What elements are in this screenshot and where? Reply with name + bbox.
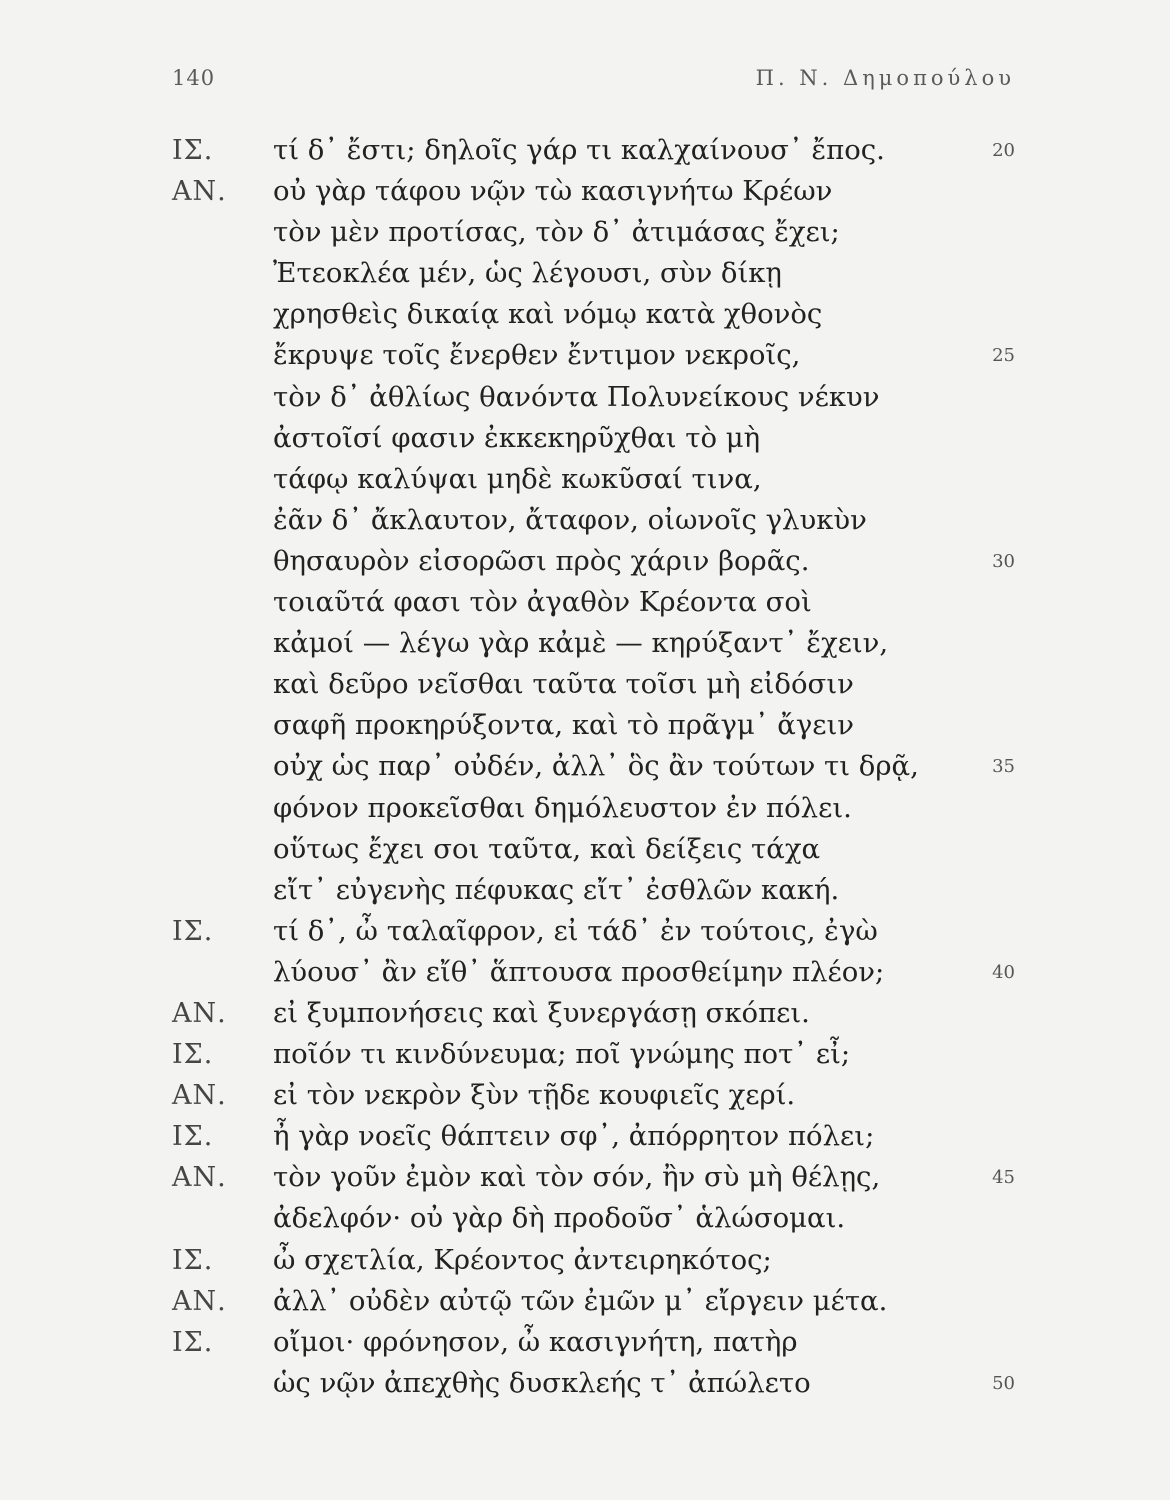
speaker-label: ΑΝ. <box>172 1080 227 1112</box>
verse-text: ἦ γὰρ νοεῖς θάπτειν σφ᾽, ἀπόρρητον πόλει; <box>273 1120 875 1153</box>
verse-line <box>0 746 1170 787</box>
verse-text: τὸν μὲν προτίσας, τὸν δ᾽ ἀτιμάσας ἔχει; <box>273 216 840 249</box>
line-number: 45 <box>992 1167 1015 1189</box>
line-number: 50 <box>992 1372 1015 1394</box>
speaker-label: ΑΝ. <box>172 176 227 208</box>
verse-text: τάφῳ καλύψαι μηδὲ κωκῦσαί τινα, <box>273 462 762 495</box>
line-number: 30 <box>992 550 1015 572</box>
speaker-label: ΙΣ. <box>172 915 214 947</box>
verse-text: οὕτως ἔχει σοι ταῦτα, καὶ δείξεις τάχα <box>273 832 821 865</box>
line-number: 25 <box>992 345 1015 367</box>
verse-line <box>0 1157 1170 1198</box>
verse-text: ἐᾶν δ᾽ ἄκλαυτον, ἄταφον, οἰωνοῖς γλυκὺν <box>273 503 867 536</box>
verse-text: τὸν δ᾽ ἀθλίως θανόντα Πολυνείκους νέκυν <box>273 380 880 413</box>
speaker-label: ΙΣ. <box>172 135 214 166</box>
speaker-label: ΙΣ. <box>172 1121 214 1153</box>
verse-line <box>0 582 1170 623</box>
page-number: 140 <box>172 66 216 90</box>
speaker-label: ΙΣ. <box>172 1039 214 1071</box>
verse-text: εἰ τὸν νεκρὸν ξὺν τῇδε κουφιεῖς χερί. <box>273 1079 796 1112</box>
verse-text: ὦ σχετλία, Κρέοντος ἀντειρηκότος; <box>273 1243 772 1276</box>
verse-text: ἀστοῖσί φασιν ἐκκεκηρῦχθαι τὸ μὴ <box>273 421 761 454</box>
verse-line <box>0 377 1170 418</box>
verse-line <box>0 418 1170 459</box>
verse-text: θησαυρὸν εἰσορῶσι πρὸς χάριν βορᾶς. <box>273 544 810 577</box>
verse-text: τὸν γοῦν ἐμὸν καὶ τὸν σόν, ἢν σὺ μὴ θέλῃς, <box>273 1161 881 1194</box>
verse-line <box>0 1322 1170 1363</box>
verse-line <box>0 911 1170 952</box>
verse-line <box>0 1198 1170 1239</box>
verse-text: ὡς νῷν ἀπεχθὴς δυσκλεής τ᾽ ἀπώλετο <box>273 1366 811 1399</box>
verse-line <box>0 623 1170 664</box>
verse-text: τί δ᾽, ὦ ταλαῖφρον, εἰ τάδ᾽ ἐν τούτοις, ἐγὼ <box>273 914 878 947</box>
verse-text: ποῖόν τι κινδύνευμα; ποῖ γνώμης ποτ᾽ εἶ; <box>273 1038 851 1071</box>
speaker-label: ΙΣ. <box>172 1244 214 1276</box>
verse-line <box>0 171 1170 212</box>
line-number: 40 <box>992 961 1015 983</box>
verse-text: οὐ γὰρ τάφου νῷν τὼ κασιγνήτω Κρέων <box>273 175 833 208</box>
verse-text: λύουσ᾽ ἂν εἴθ᾽ ἅπτουσα προσθείμην πλέον; <box>273 955 885 988</box>
speaker-label: ΑΝ. <box>172 997 227 1029</box>
speaker-label: ΙΣ. <box>172 1326 214 1358</box>
verse-line <box>0 705 1170 746</box>
running-head <box>0 66 1170 96</box>
verse-text: εἴτ᾽ εὐγενὴς πέφυκας εἴτ᾽ ἐσθλῶν κακή. <box>273 873 840 906</box>
verse-line <box>0 952 1170 993</box>
verse-line <box>0 1281 1170 1322</box>
verse-text: φόνον προκεῖσθαι δημόλευστον ἐν πόλει. <box>273 791 852 824</box>
verse-line <box>0 1363 1170 1404</box>
verse-line <box>0 1116 1170 1157</box>
verse-line <box>0 541 1170 582</box>
verse-text: κἀμοί — λέγω γὰρ κἀμὲ — κηρύξαντ᾽ ἔχειν, <box>273 627 889 660</box>
author-header: Π. Ν. Δημοπούλου <box>755 66 1015 90</box>
verse-text: ἔκρυψε τοῖς ἔνερθεν ἔντιμον νεκροῖς, <box>273 339 801 372</box>
verse-text: καὶ δεῦρο νεῖσθαι ταῦτα τοῖσι μὴ εἰδόσιν <box>273 668 854 701</box>
verse-line <box>0 664 1170 705</box>
verse-line <box>0 253 1170 294</box>
line-number: 35 <box>992 756 1015 778</box>
verse-line <box>0 829 1170 870</box>
verse-text: σαφῆ προκηρύξοντα, καὶ τὸ πρᾶγμ᾽ ἄγειν <box>273 709 855 742</box>
verse-block <box>0 130 1170 1404</box>
speaker-label: ΑΝ. <box>172 1162 227 1194</box>
verse-text: τί δ᾽ ἔστι; δηλοῖς γάρ τι καλχαίνουσ᾽ ἔπος. <box>273 134 885 166</box>
verse-text: τοιαῦτά φασι τὸν ἀγαθὸν Κρέοντα σοὶ <box>273 586 812 619</box>
verse-text: ἀλλ᾽ οὐδὲν αὐτῷ τῶν ἐμῶν μ᾽ εἴργειν μέτα. <box>273 1284 888 1317</box>
verse-line <box>0 459 1170 500</box>
verse-line <box>0 1034 1170 1075</box>
verse-line <box>0 130 1170 171</box>
verse-line <box>0 1075 1170 1116</box>
verse-text: Ἐτεοκλέα μέν, ὡς λέγουσι, σὺν δίκῃ <box>273 257 782 290</box>
line-number: 20 <box>992 140 1015 161</box>
verse-text: οἴμοι· φρόνησον, ὦ κασιγνήτη, πατὴρ <box>273 1325 798 1358</box>
speaker-label: ΑΝ. <box>172 1285 227 1317</box>
verse-text: χρησθεὶς δικαίᾳ καὶ νόμῳ κατὰ χθονὸς <box>273 298 823 331</box>
verse-line <box>0 294 1170 335</box>
verse-line <box>0 1240 1170 1281</box>
verse-line <box>0 500 1170 541</box>
verse-text: οὐχ ὡς παρ᾽ οὐδέν, ἀλλ᾽ ὃς ἂν τούτων τι δρᾷ, <box>273 750 919 783</box>
verse-line <box>0 870 1170 911</box>
verse-text: ἀδελφόν· οὐ γὰρ δὴ προδοῦσ᾽ ἁλώσομαι. <box>273 1202 846 1235</box>
verse-line <box>0 993 1170 1034</box>
verse-line <box>0 335 1170 376</box>
verse-text: εἰ ξυμπονήσεις καὶ ξυνεργάσῃ σκόπει. <box>273 996 810 1029</box>
verse-line <box>0 212 1170 253</box>
verse-line <box>0 788 1170 829</box>
